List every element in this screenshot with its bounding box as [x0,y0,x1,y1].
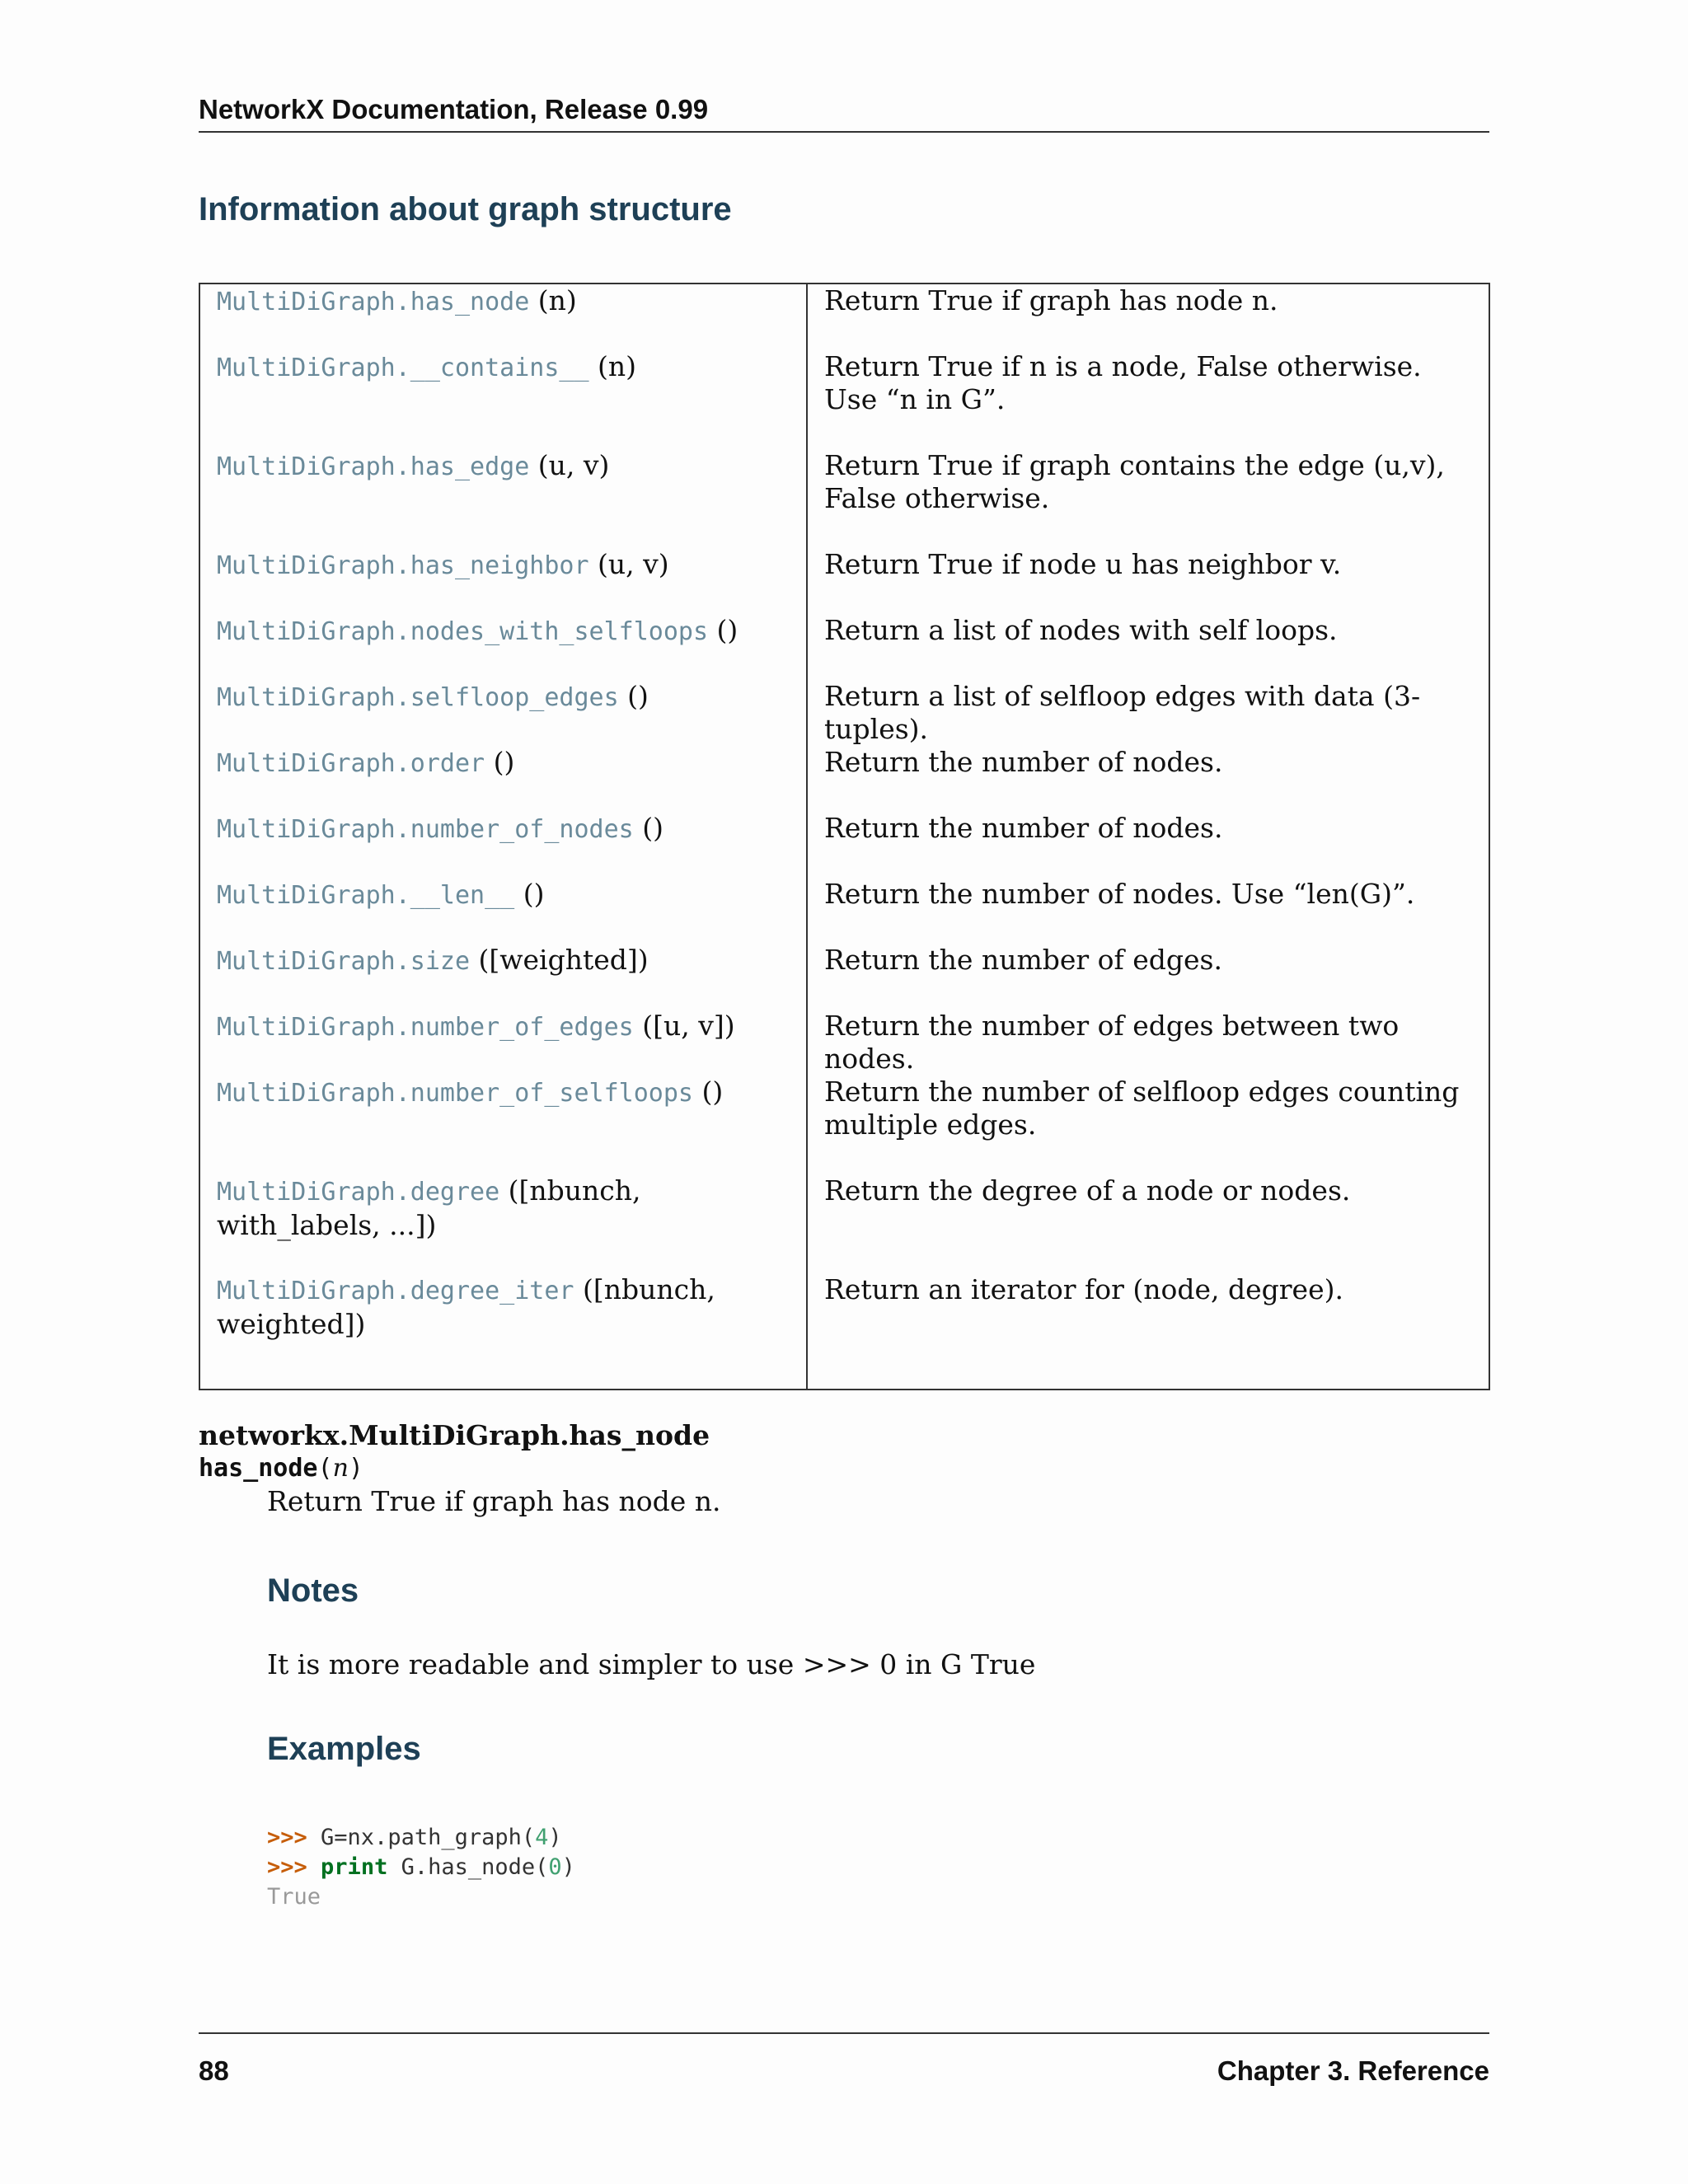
method-link[interactable]: MultiDiGraph.number_of_selfloops [217,1079,693,1108]
table-row [199,284,1489,350]
method-link[interactable]: MultiDiGraph.degree [217,1178,500,1207]
method-description: Return an iterator for (node, degree). [824,1273,1343,1305]
table-row [199,1010,1489,1076]
method-description: Return the degree of a node or nodes. [824,1174,1351,1207]
method-link[interactable]: MultiDiGraph.has_edge [217,452,530,481]
table-row [199,1076,1489,1174]
code-keyword: print [321,1854,388,1880]
table-row [199,449,1489,548]
method-description: Return the number of edges between two nodes. [824,1010,1400,1075]
code-prompt: >>> [267,1854,307,1880]
code-text: ) [548,1825,562,1850]
method-args: (u, v) [529,449,610,481]
method-link[interactable]: MultiDiGraph.has_neighbor [217,551,589,580]
method-link[interactable]: MultiDiGraph.size [217,947,471,976]
method-args: ([nbunch, with_labels, ...]) [217,1174,641,1241]
table-row [199,1273,1489,1390]
notes-text: It is more readable and simpler to use >>> 0 in G True [267,1648,1036,1680]
example-code-block [267,1823,575,1912]
method-link[interactable]: MultiDiGraph.__contains__ [217,354,589,382]
method-description: Return the number of selfloop edges counting multiple edges. [824,1076,1460,1141]
code-number: 0 [548,1854,562,1880]
table-row [199,350,1489,449]
api-signature [199,1452,1489,1485]
api-fullname: networkx.MultiDiGraph.has_node [199,1419,710,1451]
signature-param: n [332,1454,349,1483]
method-args: ([weighted]) [470,944,649,976]
method-args: ([u, v]) [633,1010,735,1042]
signature-close-paren: ) [348,1454,363,1483]
table-row [199,680,1489,746]
method-description: Return the number of nodes. [824,746,1223,778]
method-description: Return True if node u has neighbor v. [824,548,1342,580]
method-description: Return a list of selfloop edges with data (3-tuples). [824,680,1421,745]
method-link[interactable]: MultiDiGraph.has_node [217,288,530,316]
api-description: Return True if graph has node n. [267,1485,721,1517]
code-text: ) [561,1854,575,1880]
chapter-label: Chapter 3. Reference [1217,2055,1489,2086]
signature-name: has_node [199,1454,318,1483]
method-description: Return True if graph has node n. [824,284,1278,316]
code-number: 4 [535,1825,549,1850]
method-description: Return the number of nodes. [824,812,1223,844]
table-row [199,548,1489,614]
code-output: True [267,1884,321,1910]
method-args: (n) [529,284,577,316]
method-link[interactable]: MultiDiGraph.selfloop_edges [217,683,619,712]
table-row [199,878,1489,944]
table-row [199,1174,1489,1273]
table-row [199,614,1489,680]
method-args: () [708,614,738,646]
examples-heading: Examples [267,1731,421,1767]
method-summary-table [199,283,1490,1390]
page-footer [199,2032,1489,2086]
method-description: Return the number of nodes. Use “len(G)”. [824,878,1415,910]
page-number: 88 [199,2055,229,2086]
method-args: () [618,680,649,712]
method-link[interactable]: MultiDiGraph.__len__ [217,881,515,910]
method-args: () [692,1076,724,1108]
method-link[interactable]: MultiDiGraph.nodes_with_selfloops [217,617,709,646]
method-description: Return the number of edges. [824,944,1222,976]
running-header [199,92,1489,133]
method-link[interactable]: MultiDiGraph.degree_iter [217,1277,574,1305]
method-args: ([nbunch, weighted]) [217,1273,715,1340]
method-args: (n) [588,350,637,382]
method-link[interactable]: MultiDiGraph.number_of_edges [217,1013,634,1042]
method-args: (u, v) [588,548,669,580]
method-description: Return True if n is a node, False otherwise. Use “n in G”. [824,350,1422,415]
method-description: Return a list of nodes with self loops. [824,614,1338,646]
code-text: G=nx.path_graph( [307,1825,536,1850]
method-link[interactable]: MultiDiGraph.number_of_nodes [217,815,634,844]
method-description: Return True if graph contains the edge (u,v), False otherwise. [824,449,1445,514]
api-entry [199,1419,1489,1518]
section-title: Information about graph structure [199,191,732,227]
table-row [199,944,1489,1010]
notes-heading: Notes [267,1572,359,1609]
method-link[interactable]: MultiDiGraph.order [217,749,485,778]
code-text: G.has_node( [387,1854,549,1880]
method-args: () [485,746,515,778]
header-title: NetworkX Documentation, Release 0.99 [199,94,709,124]
table-row [199,746,1489,812]
code-prompt: >>> [267,1825,307,1850]
table-row [199,812,1489,878]
method-args: () [633,812,663,844]
signature-open-paren: ( [317,1454,333,1483]
method-args: () [514,878,545,910]
